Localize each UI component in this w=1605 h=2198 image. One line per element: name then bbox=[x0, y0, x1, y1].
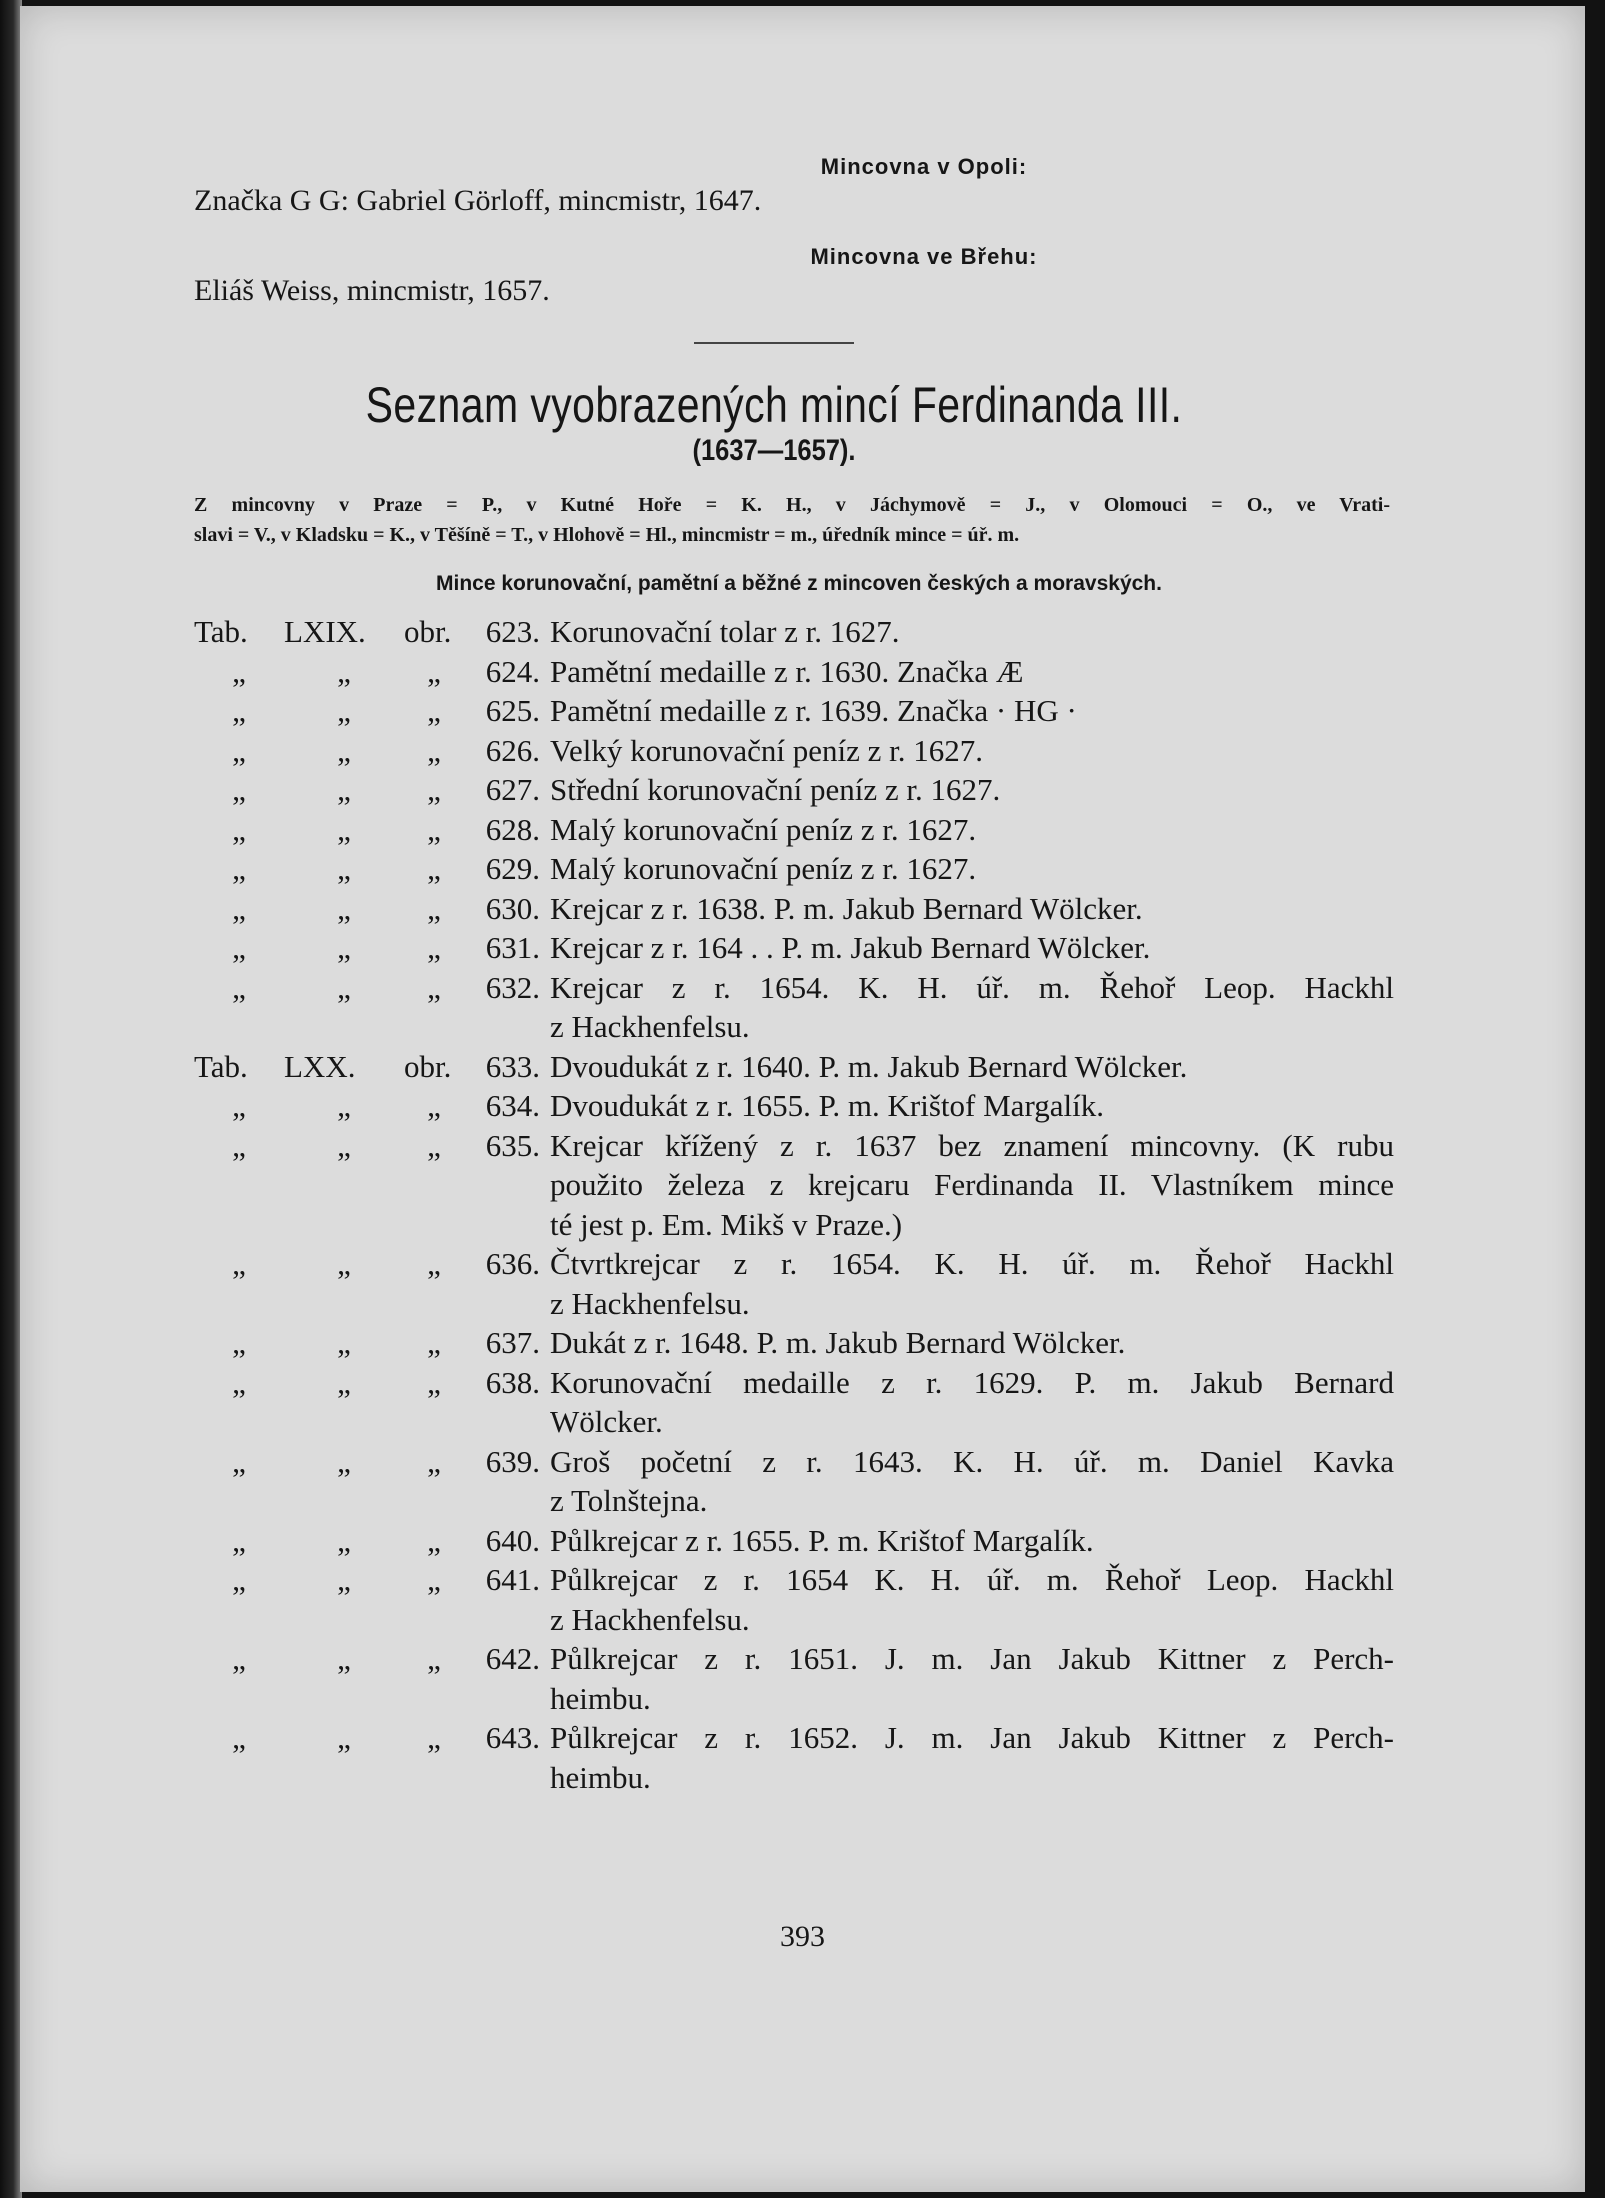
figure-number: 634. bbox=[485, 1088, 540, 1123]
figure-number: 637. bbox=[485, 1325, 540, 1360]
plate-label: Tab. bbox=[194, 614, 248, 649]
spacer bbox=[194, 1758, 284, 1798]
coin-description: Půlkrejcar z r. 1654 K. H. úř. m. Řehoř Leop. Hackhl bbox=[550, 1562, 1394, 1597]
spacer bbox=[284, 1165, 404, 1205]
list-item bbox=[194, 1442, 1394, 1482]
plate-number: „ bbox=[337, 1088, 351, 1123]
coin-description: Malý korunovační peníz z r. 1627. bbox=[550, 811, 977, 847]
list-item-continuation bbox=[194, 1165, 1394, 1205]
spacer bbox=[464, 1284, 550, 1324]
plate-label: „ bbox=[232, 772, 246, 807]
spacer bbox=[284, 1600, 404, 1640]
figure-label: „ bbox=[427, 930, 441, 965]
spacer bbox=[284, 1007, 404, 1047]
plate-number: „ bbox=[337, 1522, 351, 1558]
spacer bbox=[464, 1758, 550, 1798]
coin-description: té jest p. Em. Mikš v Praze.) bbox=[550, 1206, 903, 1242]
figure-number: 623. bbox=[485, 614, 540, 649]
list-item bbox=[194, 652, 1394, 692]
coin-description: Wölcker. bbox=[550, 1404, 663, 1439]
spacer bbox=[194, 1165, 284, 1205]
figure-number: 631. bbox=[485, 930, 540, 965]
list-item bbox=[194, 1521, 1394, 1561]
plate-number: LXX. bbox=[284, 1048, 356, 1084]
spacer bbox=[404, 1402, 464, 1442]
list-item bbox=[194, 1639, 1394, 1679]
spacer bbox=[404, 1205, 464, 1245]
plate-label: „ bbox=[232, 1522, 246, 1558]
figure-number: 632. bbox=[485, 969, 540, 1005]
plate-label: „ bbox=[232, 1127, 246, 1163]
list-item bbox=[194, 810, 1394, 850]
plate-number: „ bbox=[337, 1325, 351, 1360]
figure-number: 627. bbox=[485, 772, 540, 807]
list-item bbox=[194, 928, 1394, 968]
spacer bbox=[404, 1007, 464, 1047]
figure-label: „ bbox=[427, 890, 441, 926]
spacer bbox=[464, 1402, 550, 1442]
figure-number: 642. bbox=[485, 1641, 540, 1676]
figure-label: „ bbox=[427, 1364, 441, 1400]
plate-number: „ bbox=[337, 969, 351, 1005]
list-item bbox=[194, 968, 1394, 1008]
coin-description: Půlkrejcar z r. 1651. J. m. Jan Jakub Kittner z Perch- bbox=[550, 1641, 1394, 1676]
spacer bbox=[464, 1481, 550, 1521]
plate-number: „ bbox=[337, 851, 351, 886]
figure-label: „ bbox=[427, 1522, 441, 1558]
figure-number: 643. bbox=[485, 1720, 540, 1755]
page-subtitle: (1637—1657). bbox=[692, 434, 856, 467]
plate-label: „ bbox=[232, 1641, 246, 1676]
coin-description: Krejcar z r. 1654. K. H. úř. m. Řehoř Leop. Hackhl bbox=[550, 969, 1394, 1005]
plate-label: „ bbox=[232, 732, 246, 768]
spacer bbox=[284, 1402, 404, 1442]
figure-label: „ bbox=[427, 1246, 441, 1281]
figure-number: 629. bbox=[485, 851, 540, 886]
coin-description: Čtvrtkrejcar z r. 1654. K. H. úř. m. Řehoř Hackhl bbox=[550, 1246, 1394, 1281]
spacer bbox=[284, 1284, 404, 1324]
figure-label: „ bbox=[427, 1325, 441, 1360]
plate-label: „ bbox=[232, 1720, 246, 1755]
coin-description: z Hackhenfelsu. bbox=[550, 1601, 750, 1637]
coin-description: Krejcar z r. 164 . . P. m. Jakub Bernard Wölcker. bbox=[550, 930, 1151, 965]
list-item-continuation bbox=[194, 1600, 1394, 1640]
figure-label: „ bbox=[427, 1720, 441, 1755]
list-item bbox=[194, 731, 1394, 771]
legend-line-2: slavi = V., v Kladsku = K., v Těšíně = T., v Hlohově = Hl., mincmistr = m., úředník mince = úř. m. bbox=[194, 524, 1020, 546]
coin-description: Střední korunovační peníz z r. 1627. bbox=[550, 772, 1001, 807]
coin-description: Pamětní medaille z r. 1630. Značka Æ bbox=[550, 653, 1024, 689]
list-item bbox=[194, 1560, 1394, 1600]
coin-description: Korunovační medaille z r. 1629. P. m. Jakub Bernard bbox=[550, 1364, 1394, 1400]
list-item bbox=[194, 770, 1394, 810]
spacer bbox=[194, 1679, 284, 1719]
plate-label: „ bbox=[232, 811, 246, 847]
figure-number: 640. bbox=[485, 1522, 540, 1558]
list-item bbox=[194, 1323, 1394, 1363]
plate-number: „ bbox=[337, 653, 351, 689]
list-item bbox=[194, 1244, 1394, 1284]
section-title: Mince korunovační, pamětní a běžné z mincoven českých a moravských. bbox=[436, 572, 1162, 595]
book-page bbox=[20, 6, 1585, 2192]
figure-number: 633. bbox=[485, 1048, 540, 1084]
list-item bbox=[194, 691, 1394, 731]
spacer bbox=[284, 1758, 404, 1798]
coin-description: Dvoudukát z r. 1655. P. m. Krištof Margalík. bbox=[550, 1088, 1104, 1123]
spacer bbox=[464, 1165, 550, 1205]
figure-number: 635. bbox=[485, 1127, 540, 1163]
coin-description: heimbu. bbox=[550, 1680, 651, 1716]
spacer bbox=[404, 1679, 464, 1719]
list-item bbox=[194, 849, 1394, 889]
plate-label: Tab. bbox=[194, 1048, 248, 1084]
mint-line-breh: Eliáš Weiss, mincmistr, 1657. bbox=[194, 274, 550, 307]
plate-label: „ bbox=[232, 969, 246, 1005]
plate-label: „ bbox=[232, 653, 246, 689]
page-number: 393 bbox=[780, 1920, 825, 1953]
list-item-continuation bbox=[194, 1481, 1394, 1521]
coin-description: Pamětní medaille z r. 1639. Značka · HG · bbox=[550, 693, 1077, 728]
coin-description: z Tolnštejna. bbox=[550, 1483, 708, 1518]
spacer bbox=[284, 1481, 404, 1521]
mint-heading-breh: Mincovna ve Břehu: bbox=[810, 244, 1038, 269]
figure-number: 636. bbox=[485, 1246, 540, 1281]
plate-label: „ bbox=[232, 890, 246, 926]
list-item bbox=[194, 1363, 1394, 1403]
spacer bbox=[194, 1600, 284, 1640]
list-item bbox=[194, 1047, 1394, 1087]
figure-label: obr. bbox=[404, 614, 452, 649]
figure-number: 625. bbox=[485, 693, 540, 728]
spacer bbox=[284, 1205, 404, 1245]
spacer bbox=[464, 1679, 550, 1719]
plate-label: „ bbox=[232, 1246, 246, 1281]
list-item-continuation bbox=[194, 1205, 1394, 1245]
plate-number: „ bbox=[337, 1562, 351, 1597]
plate-number: „ bbox=[337, 1246, 351, 1281]
plate-label: „ bbox=[232, 1562, 246, 1597]
plate-number: „ bbox=[337, 811, 351, 847]
spacer bbox=[464, 1600, 550, 1640]
legend-line-1: Z mincovny v Praze = P., v Kutné Hoře = K. H., v Jáchymově = J., v Olomouci = O., ve Vrati- bbox=[194, 494, 1390, 516]
spacer bbox=[194, 1007, 284, 1047]
plate-number: „ bbox=[337, 1641, 351, 1676]
list-item-continuation bbox=[194, 1284, 1394, 1324]
list-item bbox=[194, 612, 1394, 652]
spacer bbox=[404, 1600, 464, 1640]
plate-label: „ bbox=[232, 1088, 246, 1123]
figure-number: 628. bbox=[485, 811, 540, 847]
divider-rule bbox=[694, 342, 854, 344]
figure-label: „ bbox=[427, 693, 441, 728]
plate-label: „ bbox=[232, 693, 246, 728]
plate-number: „ bbox=[337, 693, 351, 728]
figure-label: „ bbox=[427, 811, 441, 847]
coin-description: heimbu. bbox=[550, 1759, 651, 1795]
figure-number: 624. bbox=[485, 653, 540, 689]
figure-label: „ bbox=[427, 1088, 441, 1123]
coin-description: Půlkrejcar z r. 1652. J. m. Jan Jakub Kittner z Perch- bbox=[550, 1720, 1394, 1755]
plate-number: „ bbox=[337, 1364, 351, 1400]
plate-number: „ bbox=[337, 1720, 351, 1755]
plate-number: „ bbox=[337, 930, 351, 965]
coin-description: z Hackhenfelsu. bbox=[550, 1009, 750, 1044]
figure-label: „ bbox=[427, 732, 441, 768]
figure-label: „ bbox=[427, 851, 441, 886]
coin-description: Krejcar křížený z r. 1637 bez znamení mincovny. (K rubu bbox=[550, 1127, 1394, 1163]
plate-label: „ bbox=[232, 1325, 246, 1360]
plate-number: LXIX. bbox=[284, 614, 366, 649]
figure-label: „ bbox=[427, 1443, 441, 1479]
list-item-continuation bbox=[194, 1007, 1394, 1047]
plate-number: „ bbox=[337, 1127, 351, 1163]
spacer bbox=[194, 1402, 284, 1442]
figure-label: „ bbox=[427, 1641, 441, 1676]
plate-label: „ bbox=[232, 1443, 246, 1479]
list-item bbox=[194, 1086, 1394, 1126]
list-item bbox=[194, 1718, 1394, 1758]
spacer bbox=[464, 1007, 550, 1047]
plate-label: „ bbox=[232, 930, 246, 965]
spacer bbox=[194, 1205, 284, 1245]
figure-label: obr. bbox=[404, 1048, 452, 1084]
list-item-continuation bbox=[194, 1758, 1394, 1798]
page-content bbox=[194, 154, 1394, 1797]
figure-number: 626. bbox=[485, 732, 540, 768]
spacer bbox=[194, 1481, 284, 1521]
figure-label: „ bbox=[427, 969, 441, 1005]
spacer bbox=[404, 1481, 464, 1521]
coin-description: Groš početní z r. 1643. K. H. úř. m. Daniel Kavka bbox=[550, 1443, 1394, 1479]
plate-number: „ bbox=[337, 732, 351, 768]
spacer bbox=[194, 1284, 284, 1324]
coin-description: Malý korunovační peníz z r. 1627. bbox=[550, 851, 977, 886]
figure-label: „ bbox=[427, 653, 441, 689]
list-item-continuation bbox=[194, 1402, 1394, 1442]
plate-number: „ bbox=[337, 1443, 351, 1479]
spacer bbox=[404, 1284, 464, 1324]
list-item-continuation bbox=[194, 1679, 1394, 1719]
coin-description: Půlkrejcar z r. 1655. P. m. Krištof Margalík. bbox=[550, 1522, 1094, 1558]
book-spine bbox=[0, 0, 22, 2198]
figure-label: „ bbox=[427, 772, 441, 807]
figure-number: 638. bbox=[485, 1364, 540, 1400]
plate-label: „ bbox=[232, 851, 246, 886]
coin-description: Dvoudukát z r. 1640. P. m. Jakub Bernard Wölcker. bbox=[550, 1048, 1188, 1084]
spacer bbox=[404, 1758, 464, 1798]
coin-description: Velký korunovační peníz z r. 1627. bbox=[550, 732, 984, 768]
page-title: Seznam vyobrazených mincí Ferdinanda III. bbox=[365, 377, 1183, 433]
coin-description: Krejcar z r. 1638. P. m. Jakub Bernard Wölcker. bbox=[550, 890, 1143, 926]
figure-label: „ bbox=[427, 1562, 441, 1597]
list-item bbox=[194, 1126, 1394, 1166]
coin-list bbox=[194, 612, 1394, 1797]
plate-number: „ bbox=[337, 772, 351, 807]
mint-line-opole: Značka G G: Gabriel Görloff, mincmistr, 1647. bbox=[194, 184, 762, 217]
coin-description: z Hackhenfelsu. bbox=[550, 1285, 750, 1321]
figure-number: 639. bbox=[485, 1443, 540, 1479]
plate-label: „ bbox=[232, 1364, 246, 1400]
coin-description: použito železa z krejcaru Ferdinanda II. Vlastníkem mince bbox=[550, 1167, 1394, 1202]
plate-number: „ bbox=[337, 890, 351, 926]
figure-number: 630. bbox=[485, 890, 540, 926]
spacer bbox=[464, 1205, 550, 1245]
coin-description: Dukát z r. 1648. P. m. Jakub Bernard Wölcker. bbox=[550, 1325, 1126, 1360]
list-item bbox=[194, 889, 1394, 929]
spacer bbox=[284, 1679, 404, 1719]
coin-description: Korunovační tolar z r. 1627. bbox=[550, 614, 900, 649]
spacer bbox=[404, 1165, 464, 1205]
mint-heading-opole: Mincovna v Opoli: bbox=[820, 154, 1028, 179]
figure-label: „ bbox=[427, 1127, 441, 1163]
figure-number: 641. bbox=[485, 1562, 540, 1597]
